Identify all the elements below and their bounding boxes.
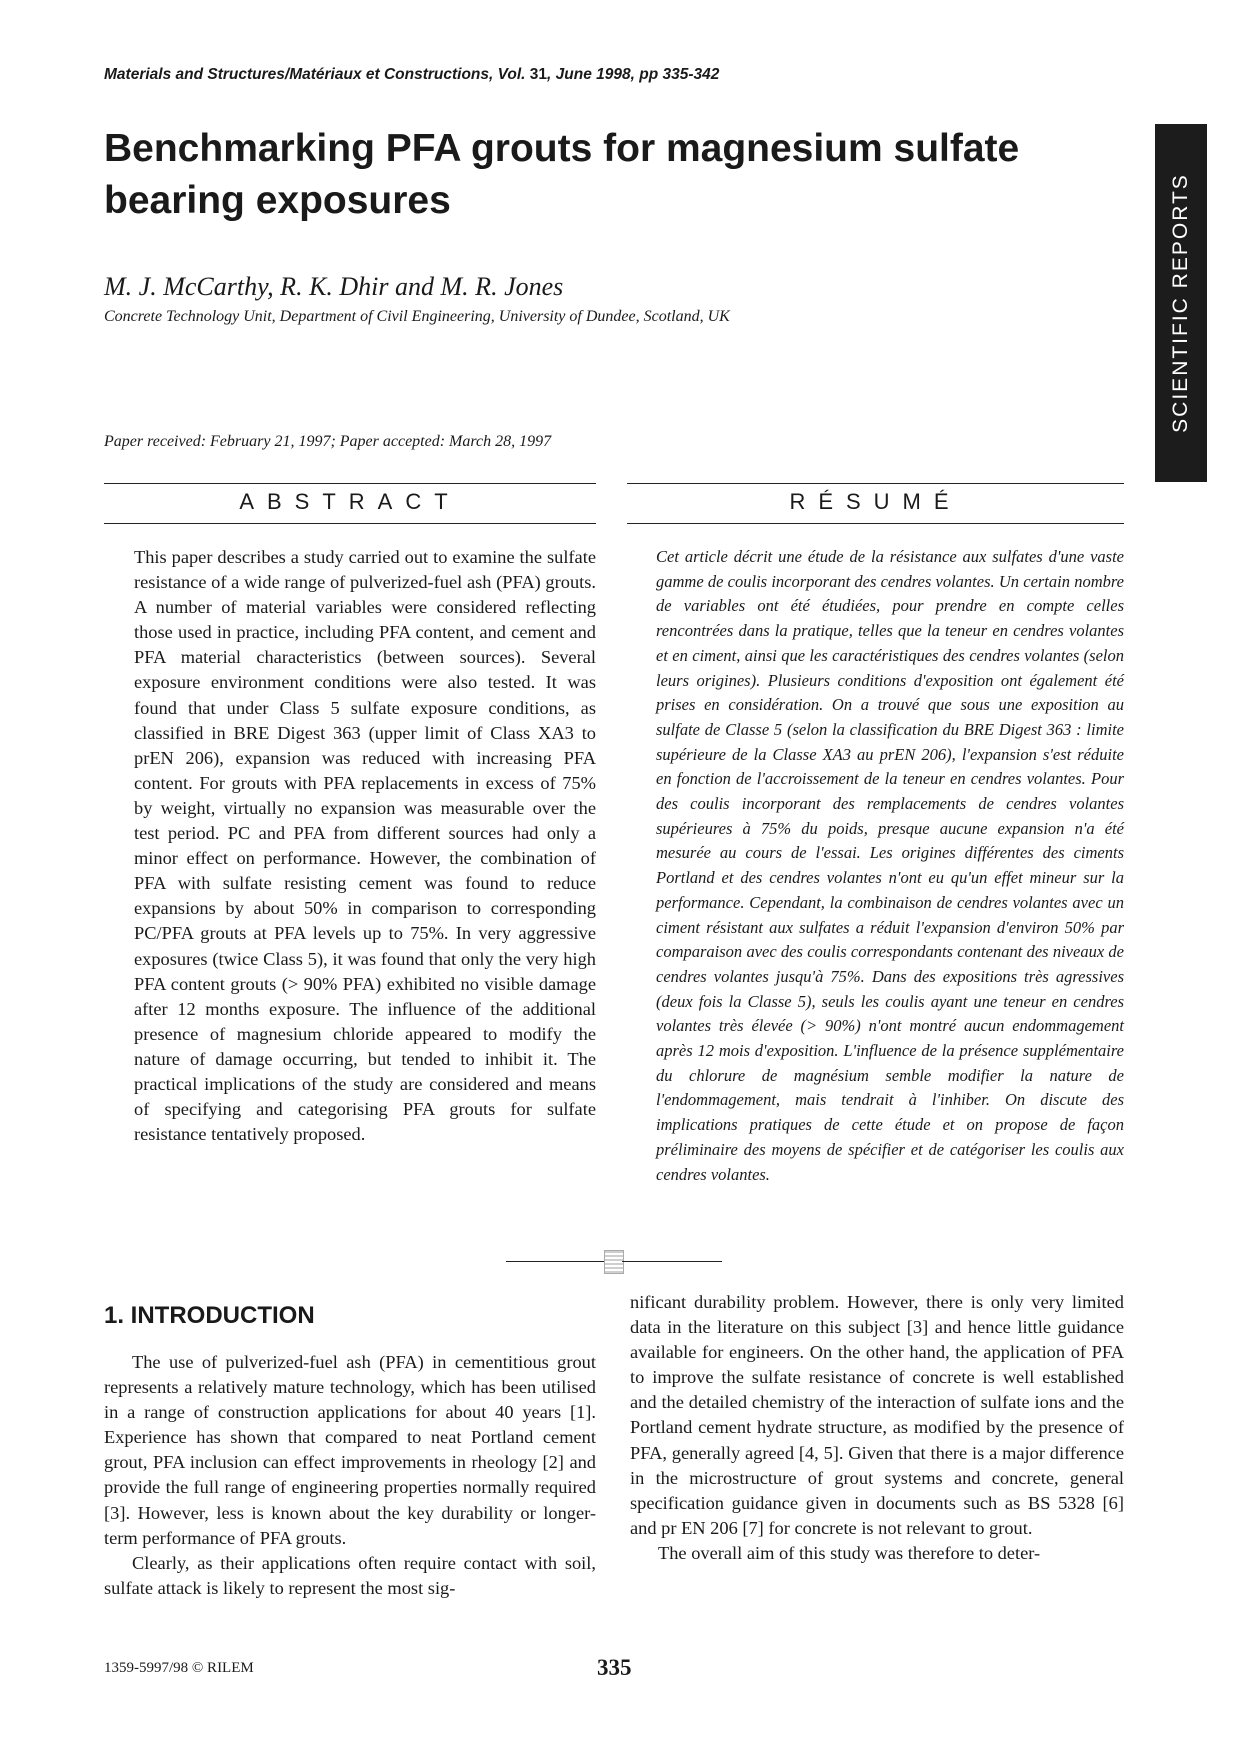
resume-bottom-rule <box>627 523 1124 524</box>
section-sidebar-tab <box>1155 124 1207 482</box>
divider-line-right <box>622 1261 722 1262</box>
sidebar-label: SCIENTIFIC REPORTS <box>1169 173 1192 433</box>
intro-paragraph: Clearly, as their applications often require contact with soil, sulfate attack is likely to represent the most sig- <box>104 1552 596 1598</box>
resume-top-rule <box>627 483 1124 484</box>
author-list: M. J. McCarthy, R. K. Dhir and M. R. Jones <box>104 272 564 301</box>
issn-copyright: 1359-5997/98 © RILEM <box>104 1660 254 1676</box>
intro-left-column <box>104 1350 596 1601</box>
abstract-bottom-rule <box>104 523 596 524</box>
abstract-heading: ABSTRACT <box>239 489 461 514</box>
divider-line-left <box>506 1261 604 1262</box>
paper-title: Benchmarking PFA grouts for magnesium sulfate bearing exposures <box>104 127 1020 222</box>
abstract-top-rule <box>104 483 596 484</box>
resume-text: Cet article décrit une étude de la résistance aux sulfates d'une vaste gamme de coulis incorporant des cendres volantes. Un certain nombre de variables ont été étudiées, pour prendre en compte celles rencontrées dans la pratique, telles que la teneur en cendres volantes et en ciment, ainsi que les caractéristiques des cendres volantes (selon leurs origines). Plusieurs conditions d'exposition ont également été prises en considération. On a trouvé que sous une exposition au sulfate de Classe 5 (selon la classification du BRE Digest 363 : limite supérieure de la Classe XA3 au prEN 206), l'expansion s'est réduite en fonction de l'accroissement de la teneur en cendres volantes. Pour des coulis incorporant des remplacements de cendres volantes supérieures à 75% du poids, presque aucune expansion n'a été mesurée au cours de l'essai. Les origines différentes des ciments Portland et des cendres volantes n'ont eu qu'un effet mineur sur la performance. Cependant, la combinaison de cendres volantes avec un ciment résistant aux sulfates a réduit l'expansion d'environ 50% par comparaison avec des coulis correspondants contenant des niveaux de cendres volantes jusqu'à 75%. Dans des expositions très agressives (deux fois la Classe 5), seuls les coulis ayant une teneur en cendres volantes très élevée (> 90%) n'ont montré aucun endommagement après 12 mois d'exposition. L'influence de la présence supplémentaire du chlorure de magnésium semble modifier la nature de l'endommagement, mais tendrait à l'inhiber. On discute des implications pratiques de cette étude et on propose de façon préliminaire des moyens de spécifier et de catégoriser les coulis aux cendres volantes. <box>656 547 1124 1184</box>
divider-ornament <box>604 1250 624 1274</box>
intro-paragraph: nificant durability problem. However, there is only very limited data in the literature on this subject [3] and hence little guidance available for engineers. On the other hand, the application of PFA to improve the sulfate resistance of concrete is well established and the detailed chemistry of the interaction of sulfate ions and the Portland cement hydrate structure, as modified by the presence of PFA, generally agreed [4, 5]. Given that there is a major difference in the microstructure of grout systems and concrete, general specification guidance given in documents such as BS 5328 [6] and pr EN 206 [7] for concrete is not relevant to grout. <box>630 1292 1124 1538</box>
intro-paragraph: The use of pulverized-fuel ash (PFA) in cementitious grout represents a relatively mature technology, which has been utilised in a range of construction applications for about 40 years [1]. Experience has shown that compared to neat Portland cement grout, PFA inclusion can effect improvements in rheology [2] and provide the full range of engineering properties normally required [3]. However, less is known about the key durability or longer-term performance of PFA grouts. <box>104 1352 596 1548</box>
intro-paragraph: The overall aim of this study was therefore to deter- <box>658 1542 1041 1563</box>
affiliation: Concrete Technology Unit, Department of Civil Engineering, University of Dundee, Scotland, UK <box>104 308 730 325</box>
journal-citation: Materials and Structures/Matériaux et Constructions, Vol. 31, June 1998, pp 335-342 <box>104 66 720 83</box>
abstract-body <box>134 545 596 1147</box>
resume-heading: RÉSUMÉ <box>789 489 962 514</box>
abstract-text: This paper describes a study carried out to examine the sulfate resistance of a wide range of pulverized-fuel ash (PFA) grouts. A number of material variables were considered reflecting those used in practice, including PFA content, and cement and PFA material characteristics (between sources). Several exposure environment conditions were also tested. It was found that under Class 5 sulfate exposure conditions, as classified in BRE Digest 363 (upper limit of Class XA3 to prEN 206), expansion was reduced with increasing PFA content. For grouts with PFA replacements in excess of 75% by weight, virtually no expansion was measurable over the test period. PC and PFA from different sources had only a minor effect on performance. However, the combination of PFA with sulfate resisting cement was found to reduce expansions by about 50% in comparison to corresponding PC/PFA grouts at PFA levels up to 75%. In very aggressive exposures (twice Class 5), it was found that only the very high PFA content grouts (> 90% PFA) exhibited no visible damage after 12 months exposure. The influence of the additional presence of magnesium chloride appeared to modify the nature of damage occurring, but tended to inhibit it. The practical implications of the study are considered and means of specifying and categorising PFA grouts for sulfate resistance tentatively proposed. <box>134 547 596 1145</box>
introduction-heading: 1. INTRODUCTION <box>104 1302 315 1329</box>
received-dates: Paper received: February 21, 1997; Paper accepted: March 28, 1997 <box>104 433 552 450</box>
volume-number: 31 <box>529 66 548 83</box>
intro-right-column <box>630 1290 1124 1566</box>
page-number: 335 <box>597 1655 632 1680</box>
resume-body <box>656 545 1124 1187</box>
